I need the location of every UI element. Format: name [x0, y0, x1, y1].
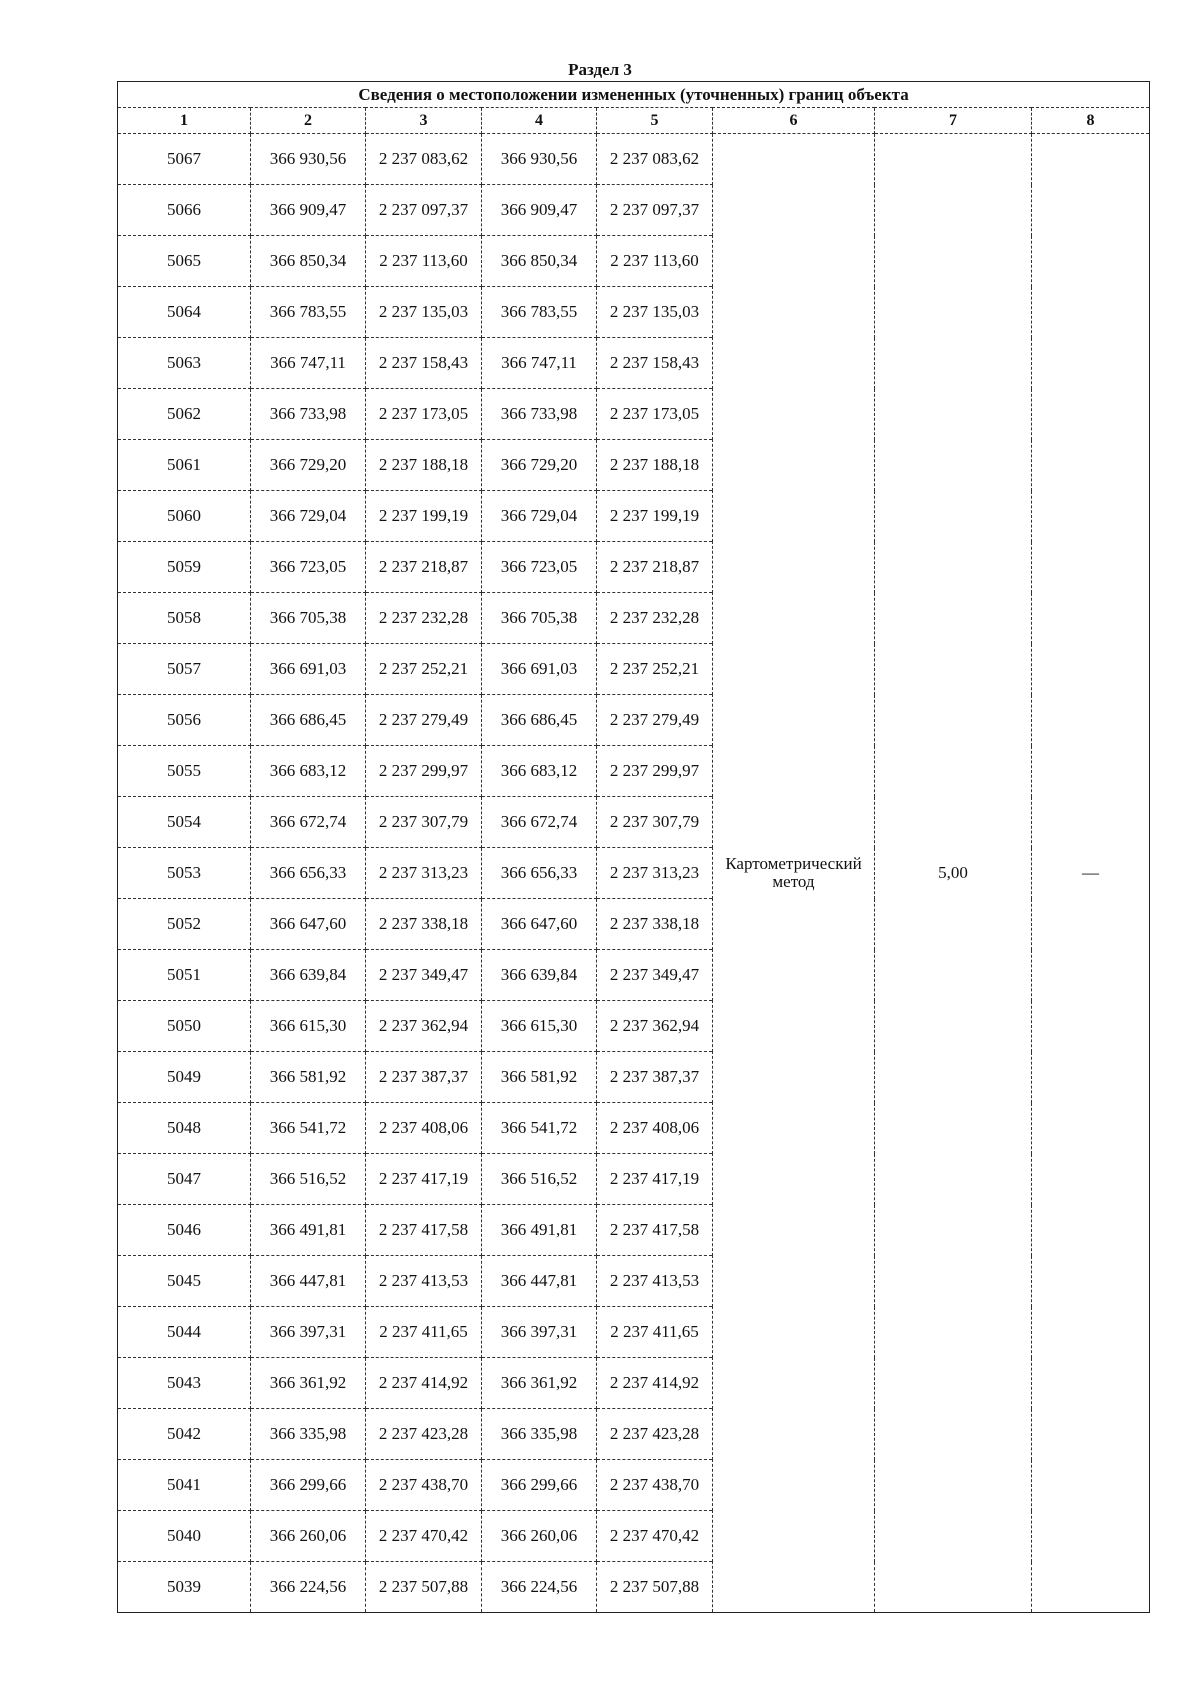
x-coordinate-cell: 366 683,12 [482, 746, 597, 797]
x-coordinate-cell: 366 516,52 [251, 1154, 366, 1205]
y-coordinate-cell: 2 237 338,18 [366, 899, 482, 950]
y-coordinate-cell: 2 237 417,58 [597, 1205, 713, 1256]
y-coordinate-cell: 2 237 252,21 [597, 644, 713, 695]
y-coordinate-cell: 2 237 387,37 [597, 1052, 713, 1103]
point-number-cell: 5040 [118, 1511, 251, 1562]
y-coordinate-cell: 2 237 413,53 [366, 1256, 482, 1307]
x-coordinate-cell: 366 909,47 [251, 185, 366, 236]
x-coordinate-cell: 366 299,66 [251, 1460, 366, 1511]
x-coordinate-cell: 366 299,66 [482, 1460, 597, 1511]
x-coordinate-cell: 366 647,60 [482, 899, 597, 950]
y-coordinate-cell: 2 237 362,94 [597, 1001, 713, 1052]
x-coordinate-cell: 366 224,56 [251, 1562, 366, 1613]
y-coordinate-cell: 2 237 158,43 [366, 338, 482, 389]
point-number-cell: 5067 [118, 134, 251, 185]
x-coordinate-cell: 366 783,55 [482, 287, 597, 338]
x-coordinate-cell: 366 850,34 [482, 236, 597, 287]
y-coordinate-cell: 2 237 097,37 [366, 185, 482, 236]
y-coordinate-cell: 2 237 113,60 [597, 236, 713, 287]
point-number-cell: 5059 [118, 542, 251, 593]
x-coordinate-cell: 366 491,81 [482, 1205, 597, 1256]
point-number-cell: 5052 [118, 899, 251, 950]
y-coordinate-cell: 2 237 470,42 [366, 1511, 482, 1562]
point-number-cell: 5044 [118, 1307, 251, 1358]
y-coordinate-cell: 2 237 252,21 [366, 644, 482, 695]
y-coordinate-cell: 2 237 470,42 [597, 1511, 713, 1562]
y-coordinate-cell: 2 237 135,03 [597, 287, 713, 338]
x-coordinate-cell: 366 491,81 [251, 1205, 366, 1256]
point-number-cell: 5058 [118, 593, 251, 644]
x-coordinate-cell: 366 397,31 [482, 1307, 597, 1358]
y-coordinate-cell: 2 237 232,28 [366, 593, 482, 644]
y-coordinate-cell: 2 237 307,79 [597, 797, 713, 848]
y-coordinate-cell: 2 237 083,62 [366, 134, 482, 185]
column-number: 5 [597, 108, 713, 134]
y-coordinate-cell: 2 237 199,19 [366, 491, 482, 542]
x-coordinate-cell: 366 615,30 [482, 1001, 597, 1052]
table-caption: Сведения о местоположении измененных (уточненных) границ объекта [118, 82, 1150, 108]
y-coordinate-cell: 2 237 413,53 [597, 1256, 713, 1307]
description-cell: — [1032, 134, 1150, 1613]
y-coordinate-cell: 2 237 338,18 [597, 899, 713, 950]
x-coordinate-cell: 366 224,56 [482, 1562, 597, 1613]
x-coordinate-cell: 366 447,81 [251, 1256, 366, 1307]
x-coordinate-cell: 366 747,11 [251, 338, 366, 389]
column-number: 4 [482, 108, 597, 134]
y-coordinate-cell: 2 237 313,23 [366, 848, 482, 899]
y-coordinate-cell: 2 237 313,23 [597, 848, 713, 899]
x-coordinate-cell: 366 541,72 [482, 1103, 597, 1154]
y-coordinate-cell: 2 237 507,88 [366, 1562, 482, 1613]
x-coordinate-cell: 366 615,30 [251, 1001, 366, 1052]
y-coordinate-cell: 2 237 408,06 [597, 1103, 713, 1154]
y-coordinate-cell: 2 237 113,60 [366, 236, 482, 287]
table-body [118, 134, 1150, 1613]
y-coordinate-cell: 2 237 097,37 [597, 185, 713, 236]
point-number-cell: 5064 [118, 287, 251, 338]
x-coordinate-cell: 366 581,92 [482, 1052, 597, 1103]
point-number-cell: 5056 [118, 695, 251, 746]
table-row [118, 134, 1150, 185]
y-coordinate-cell: 2 237 173,05 [597, 389, 713, 440]
point-number-cell: 5063 [118, 338, 251, 389]
y-coordinate-cell: 2 237 417,19 [366, 1154, 482, 1205]
y-coordinate-cell: 2 237 218,87 [597, 542, 713, 593]
y-coordinate-cell: 2 237 299,97 [366, 746, 482, 797]
accuracy-cell: 5,00 [875, 134, 1032, 1613]
x-coordinate-cell: 366 361,92 [482, 1358, 597, 1409]
point-number-cell: 5050 [118, 1001, 251, 1052]
y-coordinate-cell: 2 237 362,94 [366, 1001, 482, 1052]
x-coordinate-cell: 366 683,12 [251, 746, 366, 797]
y-coordinate-cell: 2 237 349,47 [366, 950, 482, 1001]
y-coordinate-cell: 2 237 188,18 [366, 440, 482, 491]
y-coordinate-cell: 2 237 232,28 [597, 593, 713, 644]
x-coordinate-cell: 366 733,98 [251, 389, 366, 440]
x-coordinate-cell: 366 581,92 [251, 1052, 366, 1103]
column-number: 8 [1032, 108, 1150, 134]
point-number-cell: 5047 [118, 1154, 251, 1205]
x-coordinate-cell: 366 723,05 [482, 542, 597, 593]
column-number: 2 [251, 108, 366, 134]
x-coordinate-cell: 366 656,33 [251, 848, 366, 899]
x-coordinate-cell: 366 447,81 [482, 1256, 597, 1307]
y-coordinate-cell: 2 237 307,79 [366, 797, 482, 848]
x-coordinate-cell: 366 723,05 [251, 542, 366, 593]
x-coordinate-cell: 366 705,38 [251, 593, 366, 644]
x-coordinate-cell: 366 656,33 [482, 848, 597, 899]
y-coordinate-cell: 2 237 279,49 [366, 695, 482, 746]
x-coordinate-cell: 366 729,04 [482, 491, 597, 542]
x-coordinate-cell: 366 729,04 [251, 491, 366, 542]
column-number-row [118, 108, 1150, 134]
x-coordinate-cell: 366 672,74 [482, 797, 597, 848]
point-number-cell: 5049 [118, 1052, 251, 1103]
x-coordinate-cell: 366 705,38 [482, 593, 597, 644]
y-coordinate-cell: 2 237 349,47 [597, 950, 713, 1001]
x-coordinate-cell: 366 361,92 [251, 1358, 366, 1409]
point-number-cell: 5041 [118, 1460, 251, 1511]
x-coordinate-cell: 366 335,98 [482, 1409, 597, 1460]
x-coordinate-cell: 366 397,31 [251, 1307, 366, 1358]
x-coordinate-cell: 366 672,74 [251, 797, 366, 848]
y-coordinate-cell: 2 237 411,65 [597, 1307, 713, 1358]
y-coordinate-cell: 2 237 417,19 [597, 1154, 713, 1205]
x-coordinate-cell: 366 747,11 [482, 338, 597, 389]
x-coordinate-cell: 366 516,52 [482, 1154, 597, 1205]
point-number-cell: 5043 [118, 1358, 251, 1409]
y-coordinate-cell: 2 237 158,43 [597, 338, 713, 389]
column-number: 7 [875, 108, 1032, 134]
point-number-cell: 5061 [118, 440, 251, 491]
boundary-table [117, 81, 1150, 1613]
y-coordinate-cell: 2 237 507,88 [597, 1562, 713, 1613]
x-coordinate-cell: 366 733,98 [482, 389, 597, 440]
point-number-cell: 5039 [118, 1562, 251, 1613]
x-coordinate-cell: 366 909,47 [482, 185, 597, 236]
point-number-cell: 5053 [118, 848, 251, 899]
x-coordinate-cell: 366 783,55 [251, 287, 366, 338]
point-number-cell: 5045 [118, 1256, 251, 1307]
point-number-cell: 5054 [118, 797, 251, 848]
point-number-cell: 5066 [118, 185, 251, 236]
point-number-cell: 5042 [118, 1409, 251, 1460]
y-coordinate-cell: 2 237 411,65 [366, 1307, 482, 1358]
point-number-cell: 5048 [118, 1103, 251, 1154]
x-coordinate-cell: 366 647,60 [251, 899, 366, 950]
x-coordinate-cell: 366 691,03 [251, 644, 366, 695]
y-coordinate-cell: 2 237 438,70 [597, 1460, 713, 1511]
point-number-cell: 5062 [118, 389, 251, 440]
y-coordinate-cell: 2 237 218,87 [366, 542, 482, 593]
column-number: 6 [713, 108, 875, 134]
x-coordinate-cell: 366 260,06 [482, 1511, 597, 1562]
x-coordinate-cell: 366 691,03 [482, 644, 597, 695]
y-coordinate-cell: 2 237 199,19 [597, 491, 713, 542]
y-coordinate-cell: 2 237 423,28 [597, 1409, 713, 1460]
x-coordinate-cell: 366 260,06 [251, 1511, 366, 1562]
x-coordinate-cell: 366 930,56 [251, 134, 366, 185]
x-coordinate-cell: 366 541,72 [251, 1103, 366, 1154]
y-coordinate-cell: 2 237 408,06 [366, 1103, 482, 1154]
y-coordinate-cell: 2 237 387,37 [366, 1052, 482, 1103]
y-coordinate-cell: 2 237 438,70 [366, 1460, 482, 1511]
point-number-cell: 5055 [118, 746, 251, 797]
y-coordinate-cell: 2 237 414,92 [366, 1358, 482, 1409]
y-coordinate-cell: 2 237 135,03 [366, 287, 482, 338]
y-coordinate-cell: 2 237 417,58 [366, 1205, 482, 1256]
y-coordinate-cell: 2 237 083,62 [597, 134, 713, 185]
y-coordinate-cell: 2 237 173,05 [366, 389, 482, 440]
x-coordinate-cell: 366 930,56 [482, 134, 597, 185]
x-coordinate-cell: 366 639,84 [251, 950, 366, 1001]
method-cell: Картометрический метод [713, 134, 875, 1613]
x-coordinate-cell: 366 850,34 [251, 236, 366, 287]
x-coordinate-cell: 366 335,98 [251, 1409, 366, 1460]
x-coordinate-cell: 366 729,20 [482, 440, 597, 491]
section-title: Раздел 3 [568, 60, 632, 79]
column-number: 1 [118, 108, 251, 134]
point-number-cell: 5060 [118, 491, 251, 542]
y-coordinate-cell: 2 237 423,28 [366, 1409, 482, 1460]
x-coordinate-cell: 366 729,20 [251, 440, 366, 491]
y-coordinate-cell: 2 237 414,92 [597, 1358, 713, 1409]
point-number-cell: 5065 [118, 236, 251, 287]
x-coordinate-cell: 366 686,45 [482, 695, 597, 746]
y-coordinate-cell: 2 237 279,49 [597, 695, 713, 746]
point-number-cell: 5046 [118, 1205, 251, 1256]
x-coordinate-cell: 366 639,84 [482, 950, 597, 1001]
x-coordinate-cell: 366 686,45 [251, 695, 366, 746]
y-coordinate-cell: 2 237 188,18 [597, 440, 713, 491]
y-coordinate-cell: 2 237 299,97 [597, 746, 713, 797]
column-number: 3 [366, 108, 482, 134]
point-number-cell: 5051 [118, 950, 251, 1001]
point-number-cell: 5057 [118, 644, 251, 695]
